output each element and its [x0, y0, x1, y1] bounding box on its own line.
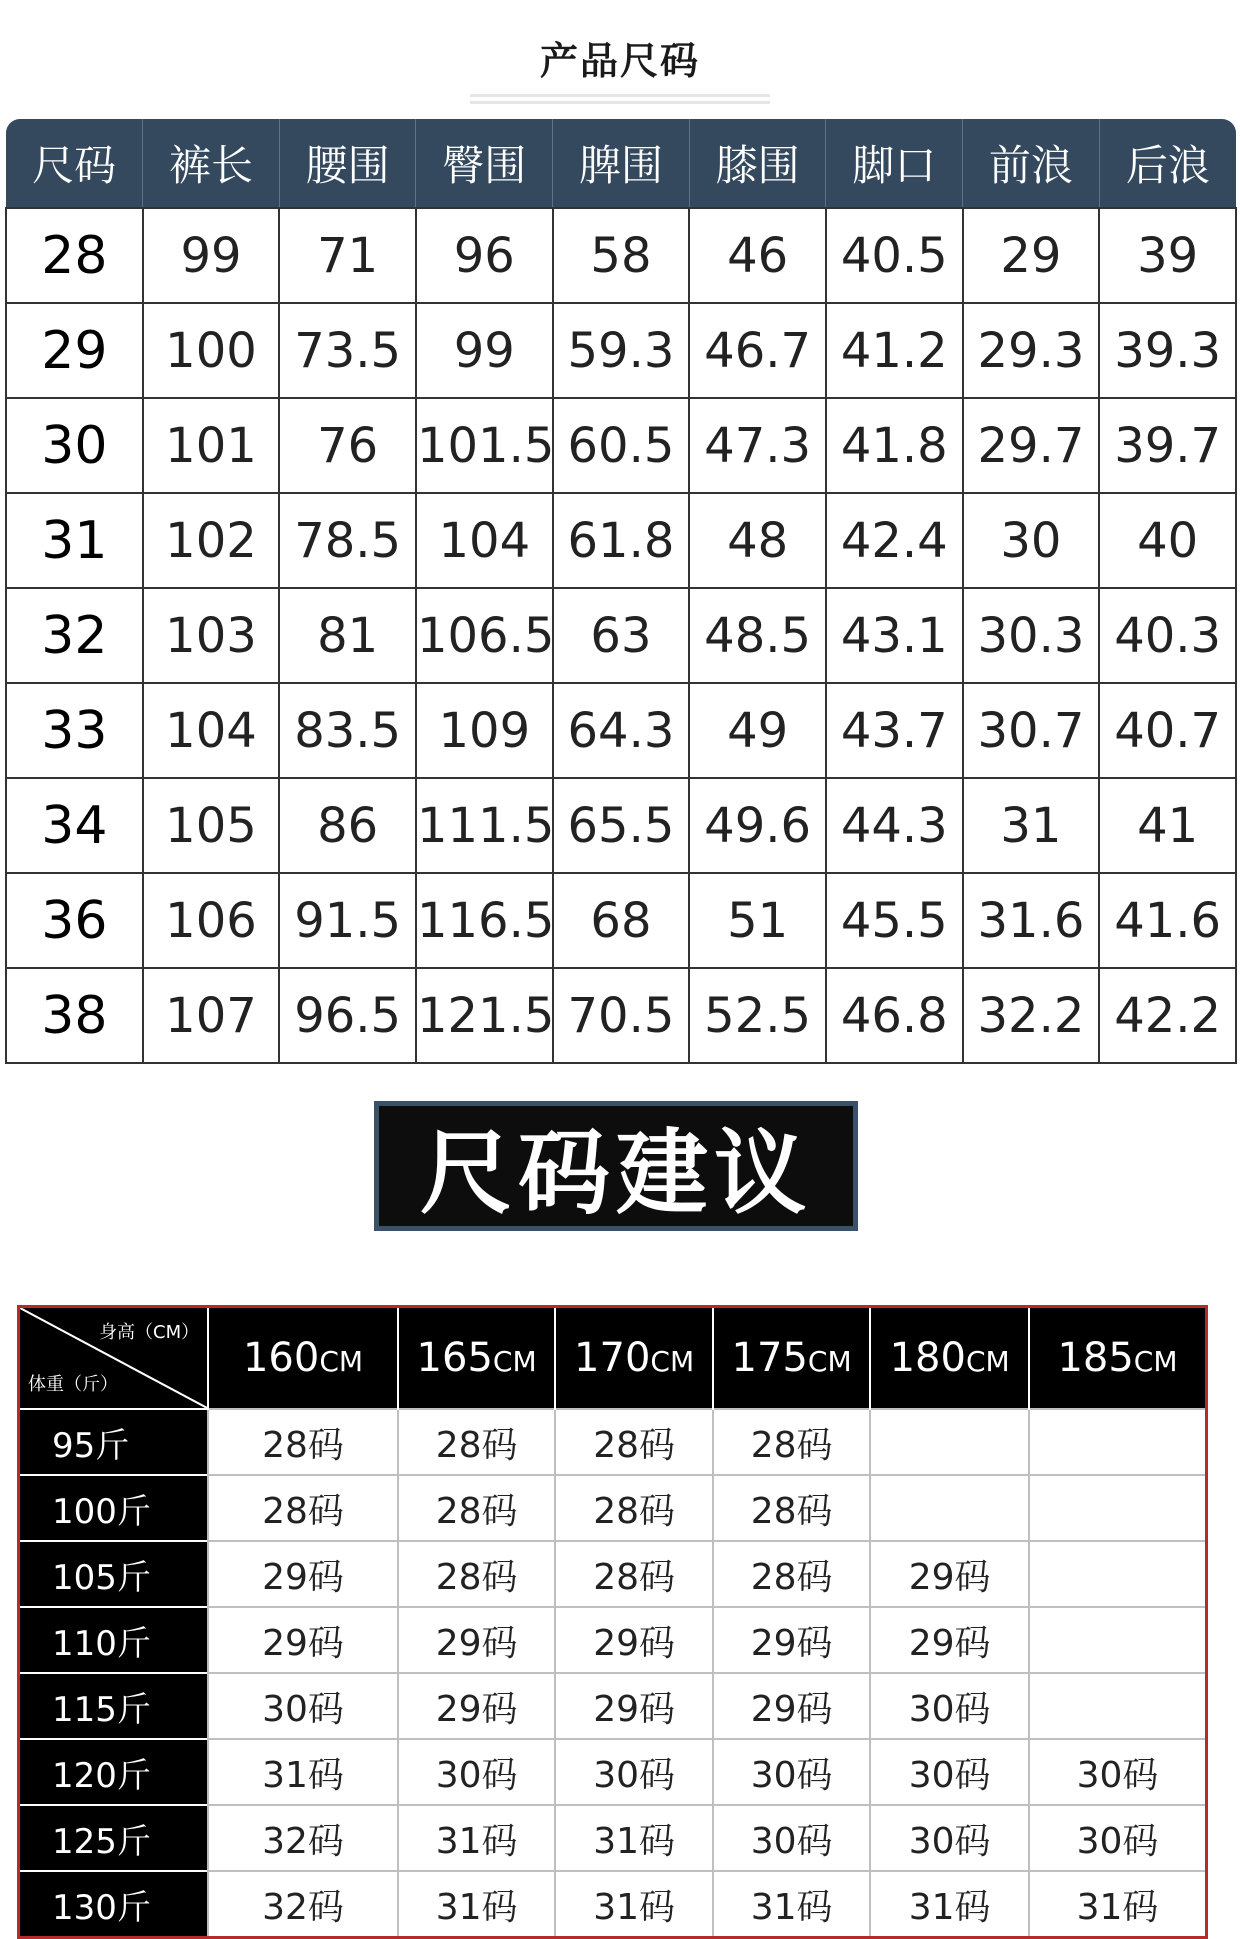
- measurement-cell: 63: [553, 588, 690, 683]
- height-value: 185: [1057, 1335, 1134, 1381]
- weight-label-cell: 105斤: [19, 1541, 209, 1607]
- measurement-cell: 44.3: [826, 778, 963, 873]
- recommended-size-cell: 29码: [398, 1607, 556, 1673]
- measurement-cell: 70.5: [553, 968, 690, 1063]
- weight-label-cell: 115斤: [19, 1673, 209, 1739]
- size-label-cell: 36: [6, 873, 143, 968]
- measurement-cell: 101.5: [416, 398, 553, 493]
- recommended-size-cell: 28码: [398, 1541, 556, 1607]
- size-header-cell: 臀围: [416, 119, 553, 208]
- recommended-size-cell: [1029, 1673, 1207, 1739]
- measurement-cell: 86: [279, 778, 416, 873]
- recommended-size-cell: 29码: [398, 1673, 556, 1739]
- size-header-cell: 裤长: [143, 119, 280, 208]
- size-chart-header-row: [6, 119, 1236, 208]
- corner-header-cell: [19, 1307, 209, 1410]
- measurement-cell: 100: [143, 303, 280, 398]
- size-chart-row: [6, 588, 1236, 683]
- decorative-lines: [470, 90, 770, 108]
- size-label-cell: 29: [6, 303, 143, 398]
- measurement-cell: 81: [279, 588, 416, 683]
- recommendation-row: [19, 1871, 1207, 1938]
- recommended-size-cell: 29码: [555, 1673, 713, 1739]
- measurement-cell: 105: [143, 778, 280, 873]
- weight-label-cell: 130斤: [19, 1871, 209, 1938]
- recommended-size-cell: 28码: [713, 1475, 871, 1541]
- measurement-cell: 107: [143, 968, 280, 1063]
- measurement-cell: 83.5: [279, 683, 416, 778]
- size-header-cell: 尺码: [6, 119, 143, 208]
- measurement-cell: 29: [963, 208, 1100, 303]
- size-header-cell: 脚口: [826, 119, 963, 208]
- height-unit: CM: [965, 1345, 1010, 1378]
- weight-label-cell: 95斤: [19, 1409, 209, 1475]
- measurement-cell: 39.7: [1099, 398, 1236, 493]
- size-advice-banner: 尺码建议: [374, 1101, 858, 1231]
- size-label-cell: 28: [6, 208, 143, 303]
- recommended-size-cell: 29码: [870, 1541, 1029, 1607]
- recommended-size-cell: 30码: [555, 1739, 713, 1805]
- recommended-size-cell: 30码: [398, 1739, 556, 1805]
- recommended-size-cell: 29码: [555, 1607, 713, 1673]
- measurement-cell: 61.8: [553, 493, 690, 588]
- recommended-size-cell: 31码: [1029, 1871, 1207, 1938]
- size-chart-row: [6, 398, 1236, 493]
- measurement-cell: 41: [1099, 778, 1236, 873]
- recommended-size-cell: 30码: [1029, 1805, 1207, 1871]
- measurement-cell: 76: [279, 398, 416, 493]
- recommended-size-cell: 30码: [870, 1673, 1029, 1739]
- recommended-size-cell: 28码: [555, 1541, 713, 1607]
- measurement-cell: 65.5: [553, 778, 690, 873]
- measurement-cell: 41.6: [1099, 873, 1236, 968]
- measurement-cell: 59.3: [553, 303, 690, 398]
- size-chart-row: [6, 968, 1236, 1063]
- size-chart-row: [6, 683, 1236, 778]
- recommendation-row: [19, 1805, 1207, 1871]
- measurement-cell: 106.5: [416, 588, 553, 683]
- recommended-size-cell: 30码: [870, 1739, 1029, 1805]
- measurement-cell: 42.4: [826, 493, 963, 588]
- recommended-size-cell: [870, 1475, 1029, 1541]
- measurement-cell: 47.3: [689, 398, 826, 493]
- measurement-cell: 104: [143, 683, 280, 778]
- recommendation-row: [19, 1409, 1207, 1475]
- height-header-cell: [398, 1307, 556, 1410]
- measurement-cell: 40.3: [1099, 588, 1236, 683]
- height-header-cell: [208, 1307, 398, 1410]
- measurement-cell: 31.6: [963, 873, 1100, 968]
- weight-label-cell: 120斤: [19, 1739, 209, 1805]
- measurement-cell: 60.5: [553, 398, 690, 493]
- recommended-size-cell: 28码: [398, 1409, 556, 1475]
- measurement-cell: 116.5: [416, 873, 553, 968]
- height-unit: CM: [1133, 1345, 1178, 1378]
- size-label-cell: 34: [6, 778, 143, 873]
- weight-label-cell: 100斤: [19, 1475, 209, 1541]
- measurement-cell: 109: [416, 683, 553, 778]
- size-header-cell: 膝围: [689, 119, 826, 208]
- height-unit: CM: [650, 1345, 695, 1378]
- measurement-cell: 29.7: [963, 398, 1100, 493]
- recommended-size-cell: 29码: [713, 1607, 871, 1673]
- measurement-cell: 96.5: [279, 968, 416, 1063]
- size-chart-row: [6, 778, 1236, 873]
- measurement-cell: 30: [963, 493, 1100, 588]
- weight-axis-label: 体重（斤）: [28, 1374, 118, 1395]
- measurement-cell: 31: [963, 778, 1100, 873]
- recommended-size-cell: [1029, 1607, 1207, 1673]
- recommendation-row: [19, 1541, 1207, 1607]
- measurement-cell: 48: [689, 493, 826, 588]
- measurement-cell: 40: [1099, 493, 1236, 588]
- measurement-cell: 41.8: [826, 398, 963, 493]
- height-value: 180: [889, 1335, 966, 1381]
- measurement-cell: 41.2: [826, 303, 963, 398]
- measurement-cell: 30.3: [963, 588, 1100, 683]
- measurement-cell: 39: [1099, 208, 1236, 303]
- measurement-cell: 121.5: [416, 968, 553, 1063]
- measurement-cell: 40.5: [826, 208, 963, 303]
- recommended-size-cell: 31码: [713, 1871, 871, 1938]
- size-label-cell: 30: [6, 398, 143, 493]
- recommended-size-cell: 31码: [870, 1871, 1029, 1938]
- measurement-cell: 96: [416, 208, 553, 303]
- height-header-cell: [713, 1307, 871, 1410]
- recommendation-row: [19, 1739, 1207, 1805]
- recommended-size-cell: [870, 1409, 1029, 1475]
- recommended-size-cell: 30码: [208, 1673, 398, 1739]
- size-recommendation-table: [17, 1305, 1208, 1939]
- height-header-cell: [870, 1307, 1029, 1410]
- recommended-size-cell: 30码: [1029, 1739, 1207, 1805]
- size-header-cell: 后浪: [1099, 119, 1236, 208]
- size-chart-table: [5, 119, 1237, 1064]
- recommended-size-cell: [1029, 1409, 1207, 1475]
- weight-label-cell: 125斤: [19, 1805, 209, 1871]
- recommended-size-cell: 29码: [870, 1607, 1029, 1673]
- height-value: 170: [574, 1335, 651, 1381]
- recommended-size-cell: 31码: [208, 1739, 398, 1805]
- size-chart-row: [6, 208, 1236, 303]
- page-title: 产品尺码: [539, 39, 700, 83]
- size-label-cell: 32: [6, 588, 143, 683]
- recommended-size-cell: 32码: [208, 1805, 398, 1871]
- measurement-cell: 106: [143, 873, 280, 968]
- size-chart-row: [6, 303, 1236, 398]
- recommended-size-cell: 29码: [208, 1607, 398, 1673]
- recommendation-row: [19, 1607, 1207, 1673]
- recommended-size-cell: [1029, 1541, 1207, 1607]
- measurement-cell: 46: [689, 208, 826, 303]
- recommended-size-cell: 32码: [208, 1871, 398, 1938]
- measurement-cell: 103: [143, 588, 280, 683]
- recommended-size-cell: 28码: [713, 1409, 871, 1475]
- measurement-cell: 49.6: [689, 778, 826, 873]
- measurement-cell: 78.5: [279, 493, 416, 588]
- measurement-cell: 43.1: [826, 588, 963, 683]
- size-chart-row: [6, 493, 1236, 588]
- recommended-size-cell: 28码: [555, 1475, 713, 1541]
- recommended-size-cell: 28码: [208, 1475, 398, 1541]
- recommended-size-cell: 28码: [555, 1409, 713, 1475]
- measurement-cell: 102: [143, 493, 280, 588]
- measurement-cell: 73.5: [279, 303, 416, 398]
- height-value: 165: [416, 1335, 493, 1381]
- recommended-size-cell: 31码: [555, 1805, 713, 1871]
- measurement-cell: 99: [416, 303, 553, 398]
- recommended-size-cell: 30码: [870, 1805, 1029, 1871]
- height-unit: CM: [807, 1345, 852, 1378]
- recommended-size-cell: 30码: [713, 1805, 871, 1871]
- recommended-size-cell: 29码: [713, 1673, 871, 1739]
- measurement-cell: 71: [279, 208, 416, 303]
- recommended-size-cell: 30码: [713, 1739, 871, 1805]
- measurement-cell: 30.7: [963, 683, 1100, 778]
- recommended-size-cell: 29码: [208, 1541, 398, 1607]
- size-header-cell: 前浪: [963, 119, 1100, 208]
- recommended-size-cell: 28码: [208, 1409, 398, 1475]
- measurement-cell: 58: [553, 208, 690, 303]
- measurement-cell: 39.3: [1099, 303, 1236, 398]
- size-header-cell: 腰围: [279, 119, 416, 208]
- measurement-cell: 51: [689, 873, 826, 968]
- weight-label-cell: 110斤: [19, 1607, 209, 1673]
- measurement-cell: 46.8: [826, 968, 963, 1063]
- measurement-cell: 101: [143, 398, 280, 493]
- measurement-cell: 68: [553, 873, 690, 968]
- measurement-cell: 99: [143, 208, 280, 303]
- measurement-cell: 32.2: [963, 968, 1100, 1063]
- recommended-size-cell: 28码: [713, 1541, 871, 1607]
- height-unit: CM: [492, 1345, 537, 1378]
- measurement-cell: 42.2: [1099, 968, 1236, 1063]
- recommended-size-cell: [1029, 1475, 1207, 1541]
- measurement-cell: 48.5: [689, 588, 826, 683]
- measurement-cell: 104: [416, 493, 553, 588]
- recommendation-row: [19, 1673, 1207, 1739]
- height-value: 175: [731, 1335, 808, 1381]
- size-label-cell: 31: [6, 493, 143, 588]
- measurement-cell: 111.5: [416, 778, 553, 873]
- measurement-cell: 29.3: [963, 303, 1100, 398]
- height-unit: CM: [319, 1345, 364, 1378]
- size-chart-row: [6, 873, 1236, 968]
- size-label-cell: 38: [6, 968, 143, 1063]
- measurement-cell: 45.5: [826, 873, 963, 968]
- measurement-cell: 64.3: [553, 683, 690, 778]
- measurement-cell: 49: [689, 683, 826, 778]
- measurement-cell: 52.5: [689, 968, 826, 1063]
- height-value: 160: [242, 1335, 320, 1381]
- measurement-cell: 91.5: [279, 873, 416, 968]
- measurement-cell: 43.7: [826, 683, 963, 778]
- recommended-size-cell: 31码: [555, 1871, 713, 1938]
- size-label-cell: 33: [6, 683, 143, 778]
- recommendation-header-row: [19, 1307, 1207, 1410]
- recommended-size-cell: 28码: [398, 1475, 556, 1541]
- recommendation-row: [19, 1475, 1207, 1541]
- size-header-cell: 脾围: [553, 119, 690, 208]
- measurement-cell: 40.7: [1099, 683, 1236, 778]
- height-header-cell: [1029, 1307, 1207, 1410]
- recommended-size-cell: 31码: [398, 1871, 556, 1938]
- height-header-cell: [555, 1307, 713, 1410]
- height-axis-label: 身高（CM）: [99, 1322, 200, 1343]
- measurement-cell: 46.7: [689, 303, 826, 398]
- recommended-size-cell: 31码: [398, 1805, 556, 1871]
